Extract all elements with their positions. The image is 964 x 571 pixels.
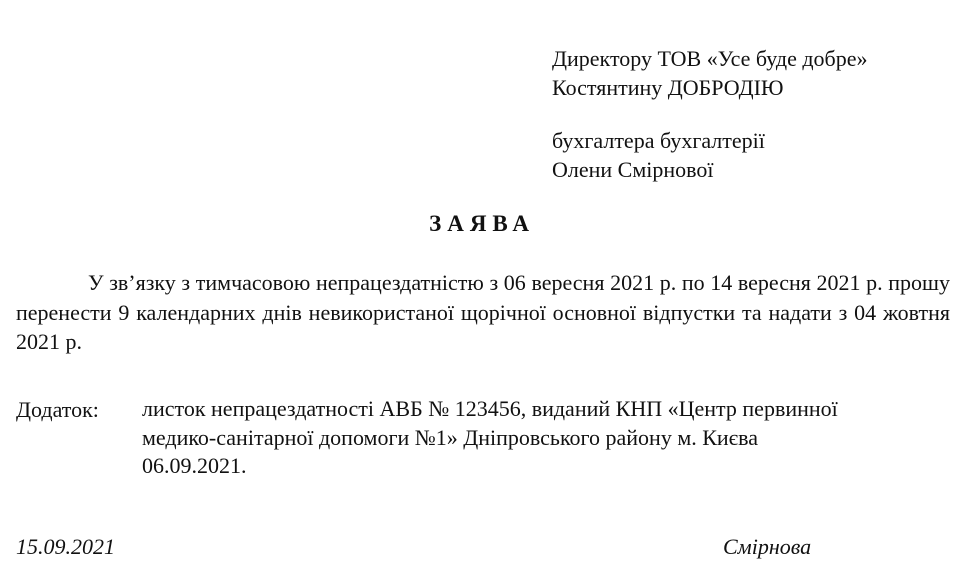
addressee-block (552, 44, 952, 102)
attachment-line-2: медико-санітарної допомоги №1» Дніпровського району м. Києва (142, 424, 758, 450)
attachment-line-3: 06.09.2021. (142, 453, 247, 478)
application-body: У зв’язку з тимчасовою непрацездатністю з 06 вересня 2021 р. по 14 вересня 2021 р. прошу перенести 9 календарних днів невикористаної щорічної основної відпустки та надати з 04 жовтня 2021 р. (16, 270, 950, 354)
addressee-name: Костянтину ДОБРОДІЮ (552, 75, 784, 100)
signature: Смірнова (723, 534, 812, 559)
addressee-position: Директору ТОВ «Усе буде добре» (552, 46, 868, 71)
attachment-line-1: листок непрацездатності АВБ № 123456, виданий КНП «Центр первинної (142, 396, 838, 421)
sender-position: бухгалтера бухгалтерії (552, 128, 765, 153)
attachment-description (142, 395, 942, 481)
sender-name: Олени Смірнової (552, 157, 714, 182)
sender-block (552, 126, 952, 184)
document-title: ЗАЯВА (429, 211, 535, 236)
document-date: 15.09.2021 (16, 534, 115, 559)
attachment-label: Додаток: (16, 397, 99, 422)
